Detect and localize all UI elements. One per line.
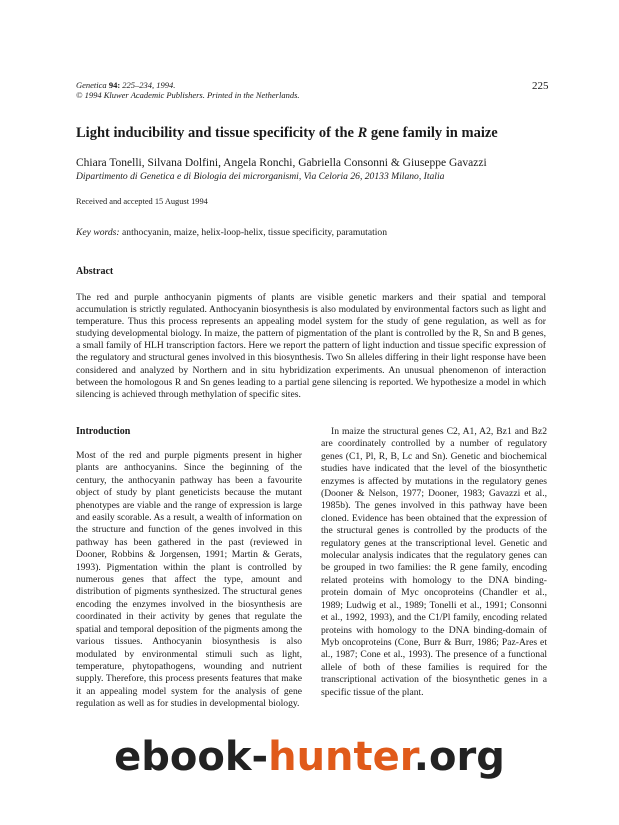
journal-citation	[76, 80, 300, 100]
title-gene-name: R	[357, 125, 368, 141]
abstract-body: The red and purple anthocyanin pigments of plants are visible genetic markers and their spatial and temporal accumulation is strictly regulated. Anthocyanin biosynthesis is also modulated by environmental factors such as light and temperature. Thus this process represents an appealing model system for the study of gene regulation, as well as for studying developmental biology. In maize, the pattern of pigmentation of the plant is controlled by the R, Sn and B genes, a small family of HLH transcription factors. Here we report the pattern of light induction and tissue specific expression of the regulatory and structural genes involved in this biosynthesis. Two Sn alleles differing in their light response have been considered and analyzed by Northern and in situ hybridization experiments. An unusual phenomenon of interaction between the homologous R and Sn genes leading to a partial gene silencing is reported. We hypothesize a model in which silencing is achieved through methylation of specific sites.	[76, 292, 546, 400]
keywords	[76, 227, 556, 239]
watermark-part-3: .org	[413, 734, 505, 780]
keywords-text: anthocyanin, maize, helix-loop-helix, tissue specificity, paramutation	[119, 227, 388, 238]
intro-paragraph-1: Most of the red and purple pigments present in higher plants are anthocyanins. Since the beginning of the century, the anthocyanin pathway has been a favourite object of study by plant geneticists because the mutant phenotypes are viable and the range of expression is large and easily scorable. As a result, a wealth of information on the structure and function of the genes involved in this pathway has been gathered in the past (reviewed in Dooner, Robbins & Jorgensen, 1991; Martin & Gerats, 1993). Pigmentation within the plant is controlled by numerous genes that affect the type, amount and distribution of pigments synthesized. The structural genes encoding the enzymes involved in the biosynthesis are coordinated in their activity by genes that regulate the spatial and temporal deposition of the pigments among the various tissues. Anthocyanin biosynthesis is also modulated by environmental stimuli such as light, temperature, phytopathogens, wounding and nutrient supply. Therefore, this process presents features that make it an appealing model system for the analysis of gene regulation as well as for studies in developmental biology.	[76, 450, 302, 710]
page-number: 225	[532, 80, 549, 92]
journal-volume: 94:	[108, 80, 121, 90]
title-part-1: Light inducibility and tissue specificity of the	[76, 125, 358, 141]
introduction-heading: Introduction	[76, 426, 131, 437]
journal-name: Genetica	[76, 80, 109, 90]
keywords-label: Key words:	[76, 227, 120, 238]
abstract-heading: Abstract	[76, 266, 114, 277]
watermark-part-2: hunter	[268, 734, 414, 780]
journal-pages-year: 225–234, 1994.	[120, 80, 176, 90]
journal-line-1	[76, 80, 300, 90]
received-date: Received and accepted 15 August 1994	[76, 197, 208, 206]
intro-paragraph-2: In maize the structural genes C2, A1, A2, Bz1 and Bz2 are coordinately controlled by a number of regulatory genes (C1, Pl, R, B, Lc and Sn). Genetic and biochemical studies have indicated that the level of the biosynthetic enzymes is affected by mutations in the regulatory genes (Dooner & Nelson, 1977; Dooner, 1983; Gavazzi et al., 1985b). The genes involved in this pathway have been cloned. Evidence has been obtained that the expression of the structural genes is controlled by the products of the regulatory genes at the transcriptional level. Genetic and molecular analysis indicates that the regulatory genes can be grouped in two families: the R gene family, encoding related proteins with homology to the DNA binding-protein domain of Myc oncoproteins (Chandler et al., 1989; Ludwig et al., 1989; Tonelli et al., 1991; Consonni et al., 1992, 1993), and the C1/Pl family, encoding related proteins with homology to the DNA binding-domain of Myb oncoproteins (Cone, Burr & Burr, 1986; Paz-Ares et al., 1987; Cone et al., 1993). The presence of a functional allele of both of these families is required for the transcriptional activation of the biosynthetic genes in a specific tissue of the plant.	[321, 426, 547, 698]
author-list: Chiara Tonelli, Silvana Dolfini, Angela Ronchi, Gabriella Consonni & Giuseppe Gavazzi	[76, 157, 487, 169]
watermark-logo	[0, 732, 619, 782]
article-title	[76, 124, 546, 142]
watermark-part-1: ebook-	[114, 734, 269, 780]
title-part-2: gene family in maize	[367, 125, 498, 141]
affiliation: Dipartimento di Genetica e di Biologia dei microrganismi, Via Celoria 26, 20133 Milano, Italia	[76, 171, 445, 182]
introduction-right-column	[321, 426, 547, 699]
introduction-left-column	[76, 450, 302, 711]
journal-copyright: © 1994 Kluwer Academic Publishers. Printed in the Netherlands.	[76, 90, 300, 100]
